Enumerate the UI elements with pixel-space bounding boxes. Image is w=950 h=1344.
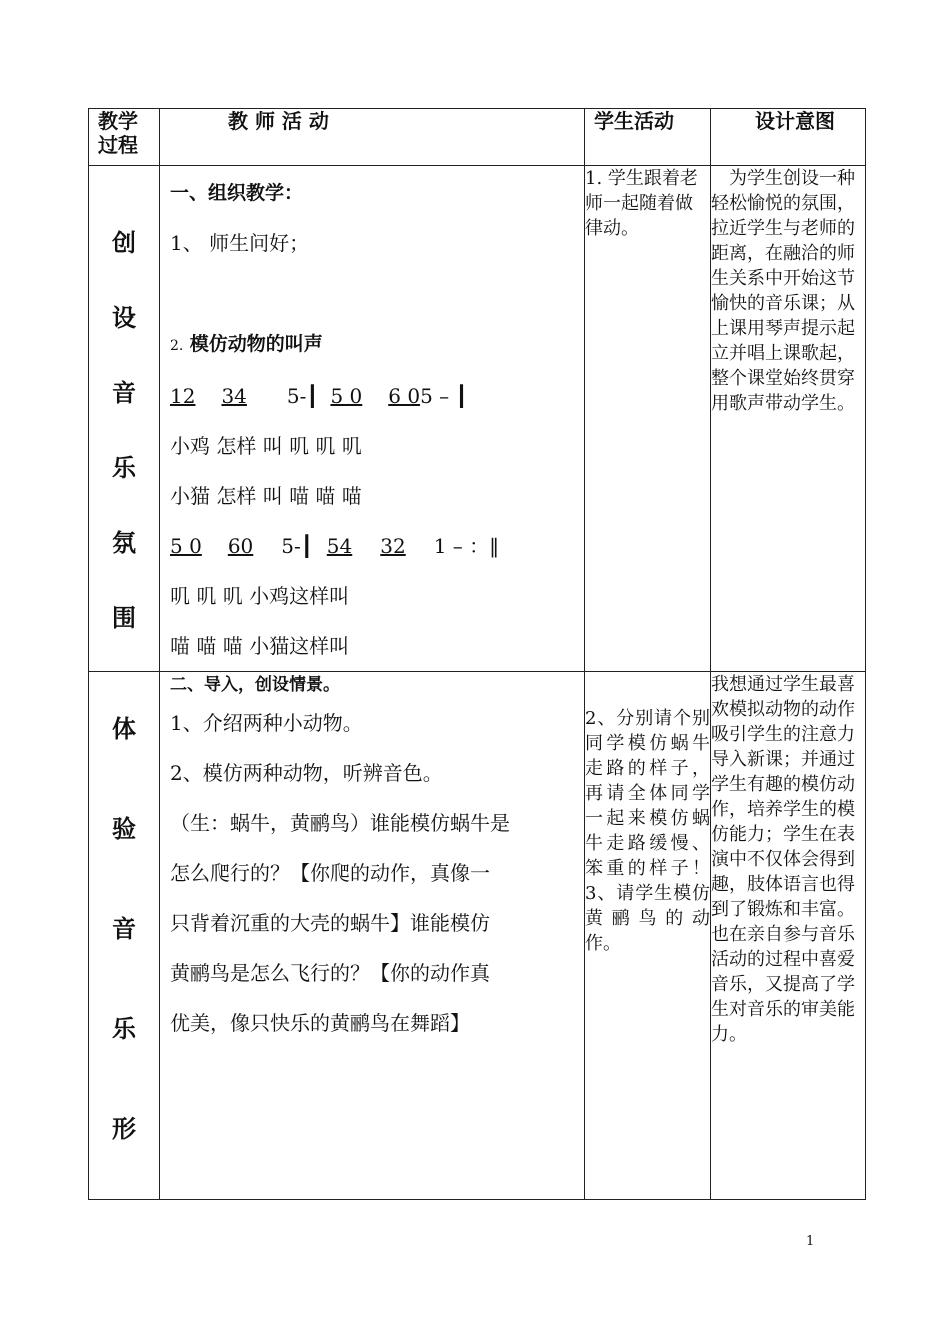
stage-char: 乐 bbox=[112, 454, 136, 482]
section-row-2 bbox=[89, 672, 866, 1200]
intro-line: 优美，像只快乐的黄鹂鸟在舞蹈】 bbox=[170, 1011, 470, 1035]
student-activity-2: 2、分别请个别同学模仿蜗牛走路的样子，再请全体同学一起来模仿蜗牛走路缓慢、笨重的样子！3、请学生模仿黄鹂鸟的动作。 bbox=[585, 672, 711, 1200]
stage-char: 音 bbox=[112, 915, 136, 943]
stage-char: 围 bbox=[112, 604, 136, 632]
intro-line: （生：蜗牛，黄鹂鸟）谁能模仿蜗牛是 bbox=[170, 811, 510, 835]
page-number: 1 bbox=[806, 1234, 815, 1249]
intro-line: 黄鹂鸟是怎么飞行的？【你的动作真 bbox=[170, 961, 490, 985]
lyric-line: 小鸡 怎样 叫 叽 叽 叽 bbox=[170, 434, 362, 458]
student-activity-1: 1. 学生跟着老师一起随着做律动。 bbox=[585, 166, 711, 672]
stage-char: 验 bbox=[112, 815, 136, 843]
design-intent-2: 我想通过学生最喜欢模拟动物的动作吸引学生的注意力导入新课；并通过学生有趣的模仿动作，培养学生的模仿能力；学生在表演中不仅体会得到趣，肢体语言也得到了锻炼和丰富。也在亲自参与音乐活动的过程中喜爱音乐，又提高了学生对音乐的审美能力。 bbox=[711, 672, 866, 1200]
stage-char: 氛 bbox=[112, 529, 136, 557]
section-heading: 一、组织教学： bbox=[170, 182, 304, 204]
stage-char: 形 bbox=[112, 1115, 136, 1143]
header-process: 教学过程 bbox=[89, 109, 160, 166]
stage-char: 体 bbox=[112, 715, 136, 743]
header-teacher: 教 师 活 动 bbox=[160, 109, 585, 166]
greeting-item: 1、 师生问好； bbox=[170, 231, 310, 255]
intro-line: 只背着沉重的大壳的蜗牛】谁能模仿 bbox=[170, 911, 490, 935]
stage-char: 乐 bbox=[112, 1015, 136, 1043]
lyric-line: 喵 喵 喵 小猫这样叫 bbox=[170, 634, 350, 658]
teacher-activity-1 bbox=[160, 166, 585, 672]
intro-line: 怎么爬行的？【你爬的动作，真像一 bbox=[170, 861, 490, 885]
header-row bbox=[89, 109, 866, 166]
lyric-line: 叽 叽 叽 小鸡这样叫 bbox=[170, 584, 350, 608]
lesson-plan-table bbox=[88, 108, 866, 1200]
intro-line: 2、模仿两种动物，听辨音色。 bbox=[170, 761, 443, 785]
teacher-activity-2 bbox=[160, 672, 585, 1200]
design-intent-1: 为学生创设一种轻松愉悦的氛围，拉近学生与老师的距离，在融洽的师生关系中开始这节愉快的音乐课；从上课用琴声提示起立并唱上课歌起，整个课堂始终贯穿用歌声带动学生。 bbox=[711, 166, 866, 672]
section-row-1 bbox=[89, 166, 866, 672]
section-heading: 二、导入，创设情景。 bbox=[170, 675, 340, 695]
header-student: 学生活动 bbox=[585, 109, 711, 166]
lyric-line: 小猫 怎样 叫 喵 喵 喵 bbox=[170, 484, 362, 508]
notation-line-2: 5 0 60 5-┃ 54 32 1 – ：‖ bbox=[170, 534, 500, 558]
stage-label-1 bbox=[89, 166, 160, 672]
stage-char: 设 bbox=[112, 304, 136, 332]
stage-char: 创 bbox=[112, 229, 136, 257]
notation-line-1: 12 34 5-┃ 5 0 6 05 – ┃ bbox=[170, 384, 468, 408]
stage-label-2 bbox=[89, 672, 160, 1200]
header-design: 设计意图 bbox=[711, 109, 866, 166]
imitate-item: 2. 模仿动物的叫声 bbox=[170, 333, 323, 355]
intro-line: 1、介绍两种小动物。 bbox=[170, 711, 363, 735]
stage-char: 音 bbox=[112, 379, 136, 407]
